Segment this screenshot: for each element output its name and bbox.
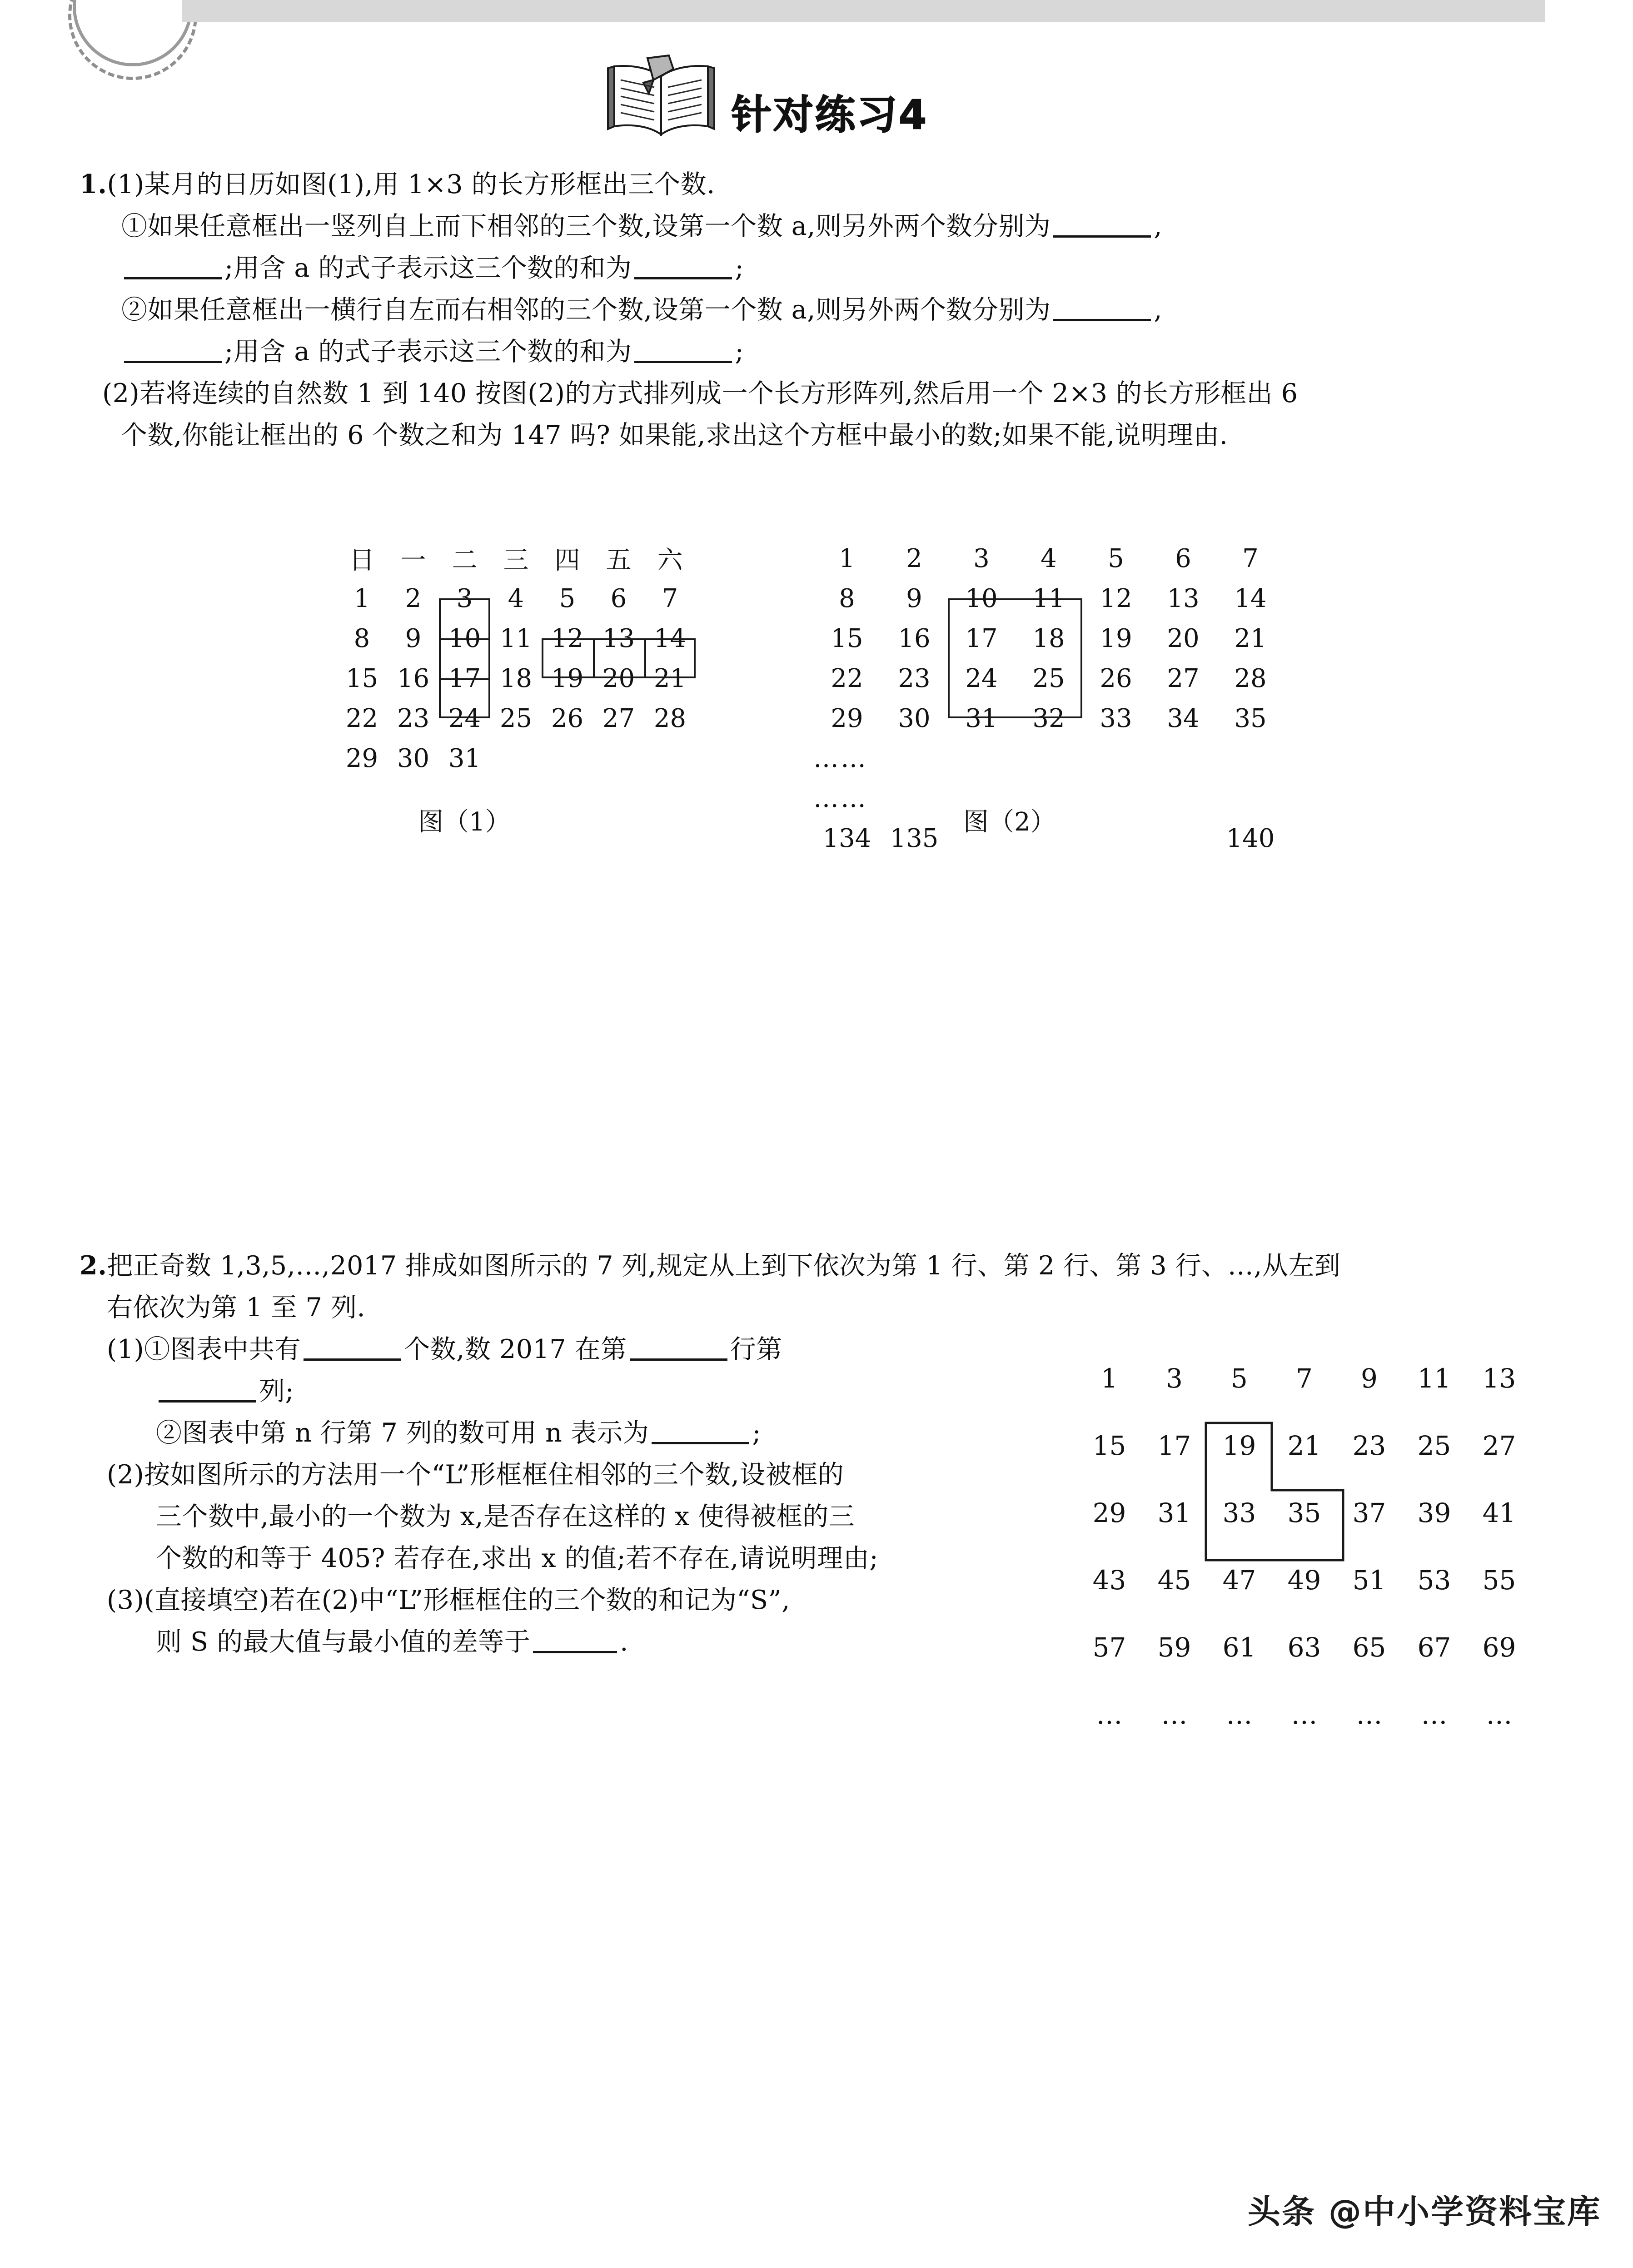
problem-2-line-5 [80,1412,1102,1454]
answer-blank[interactable] [1053,319,1151,321]
array-cell-boxed: 11 [1032,583,1065,613]
array-cell: 4 [1041,543,1057,573]
calendar-cell: 11 [499,623,533,653]
watermark-text: 头条 @中小学资料宝库 [1247,2193,1601,2231]
calendar-cell: 13 [602,623,635,653]
array-cell: 2 [906,543,922,573]
horizontal-frame-divider [644,638,646,678]
calendar-cell: 29 [345,743,378,773]
calendar-cell: 25 [499,703,533,733]
array-cell-boxed: 24 [965,663,998,693]
problem-1-line-4: ②如果任意框出一横行自左而右相邻的三个数,设第一个数 a,则另外两个数分别为 , [121,295,1162,325]
odd-cell: 19 [1222,1430,1256,1461]
problem-2-line-6 [80,1454,1102,1496]
odd-cell: 7 [1296,1363,1313,1394]
calendar-cell [593,738,644,778]
odd-cell: 69 [1482,1632,1516,1663]
calendar-cell: 3 [456,583,473,613]
odd-ellipsis-cell: … [1486,1699,1513,1730]
calendar-header-cell: 日 [349,546,375,575]
odd-cell: 51 [1352,1565,1386,1596]
answer-blank[interactable] [159,1400,256,1403]
odd-cell: 27 [1482,1430,1516,1461]
array-cell-empty [1082,778,1150,818]
array-cell-empty [1150,738,1217,778]
calendar-cell [644,738,696,778]
array-cell: 15 [831,623,863,653]
odd-cell: 63 [1287,1632,1321,1663]
calendar-cell-boxed: 24 [448,703,481,733]
array-cell: 34 [1167,703,1200,733]
odd-cell: 59 [1157,1632,1191,1663]
calendar-cell: 9 [405,623,422,653]
array-cell: 19 [1100,623,1132,653]
calendar-cell: 18 [499,663,533,693]
odd-cell: 57 [1092,1632,1126,1663]
odd-cell: 21 [1287,1430,1321,1461]
odd-cell-boxed: 47 [1222,1565,1256,1596]
figure-1-calendar [336,538,696,837]
problem-2-p2-line2: 三个数中,最小的一个数为 x,是否存在这样的 x 使得被框的三 [156,1502,855,1532]
array-cell: 21 [1234,623,1267,653]
figure-2-array [813,538,1284,858]
array-cell: 5 [1108,543,1124,573]
problem-2-p1-a: (1)①图表中共有 [107,1334,301,1364]
open-book-icon [604,55,718,139]
odd-cell: 13 [1482,1363,1516,1394]
problem-2-p3-line2: 则 S 的最大值与最小值的差等于 [156,1627,531,1657]
calendar-cell: 28 [653,703,687,733]
array-cell: 140 [1226,823,1275,853]
calendar-cell: 27 [602,703,635,733]
problem-1-item2-part2: ;用含 a 的式子表示这三个数的和为 [224,337,632,367]
answer-blank[interactable] [124,361,222,363]
problem-1-line-3: ;用含 a 的式子表示这三个数的和为 ; [80,247,1602,289]
problem-2-number: 2. [80,1250,107,1281]
array-cell: 26 [1100,663,1132,693]
problem-1-line-1 [80,164,1602,205]
page-header [604,55,928,139]
array-cell: 135 [890,823,939,853]
figure-1-caption: 图（1） [418,807,511,837]
calendar-cell: 16 [397,663,430,693]
calendar-header-cell: 六 [657,546,683,575]
calendar-cell: 15 [345,663,378,693]
array-cell: 14 [1234,583,1267,613]
array-cell: 27 [1167,663,1200,693]
calendar-cell: 14 [653,623,687,653]
array-cell: 33 [1100,703,1132,733]
problem-1-text [80,164,1602,456]
odd-ellipsis-cell: … [1161,1699,1188,1730]
odd-cell: 41 [1482,1497,1516,1528]
array-cell-empty [1150,778,1217,818]
answer-blank[interactable] [652,1442,749,1444]
array-cell: 16 [898,623,931,653]
array-cell-empty [1217,738,1284,778]
array-cell-boxed: 25 [1032,663,1065,693]
answer-blank[interactable] [634,361,732,363]
figure-2-caption: 图（2） [963,807,1056,837]
problem-1-part2-line1: (2)若将连续的自然数 1 到 140 按图(2)的方式排列成一个长方形阵列,然后用一个 2×3 的长方形框出 6 [102,378,1298,408]
problem-1-item2-part1: ②如果任意框出一横行自左而右相邻的三个数,设第一个数 a,则另外两个数分别为 [121,295,1051,325]
array-cell: 9 [906,583,922,613]
problem-2-p2-line3: 个数的和等于 405? 若存在,求出 x 的值;若不存在,请说明理由; [156,1543,879,1573]
calendar-cell: 1 [353,583,370,613]
calendar-header-cell: 五 [606,546,632,575]
page-title: 针对练习4 [732,91,929,138]
array-cell [1150,818,1217,858]
problem-2-p3-line1: (3)(直接填空)若在(2)中“L”形框框住的三个数的和记为“S”, [107,1585,790,1615]
odd-cell: 5 [1231,1363,1248,1394]
calendar-cell: 22 [345,703,378,733]
calendar-cell: 23 [397,703,430,733]
odd-cell: 25 [1417,1430,1451,1461]
array-cell-boxed: 10 [965,583,998,613]
answer-blank[interactable] [304,1358,401,1361]
problem-2-p2-line1: (2)按如图所示的方法用一个“L”形框框住相邻的三个数,设被框的 [107,1460,844,1490]
problem-2-line-1 [80,1245,1341,1287]
odd-ellipsis-cell: … [1291,1699,1318,1730]
odd-cell: 53 [1417,1565,1451,1596]
problem-1-item1-part1: ①如果任意框出一竖列自上而下相邻的三个数,设第一个数 a,则另外两个数分别为 [121,211,1051,241]
figure-3-odd-number-table [1077,1345,1532,1748]
array-cell: 28 [1234,663,1267,693]
odd-cell: 31 [1157,1497,1191,1528]
calendar-cell: 12 [551,623,584,653]
array-cell: 31 [965,703,998,733]
array-cell-boxed: 17 [965,623,998,653]
calendar-cell: 8 [353,623,370,653]
calendar-cell [490,738,542,778]
array-cell: 20 [1167,623,1200,653]
answer-blank[interactable] [634,277,732,279]
array-cell: 1 [839,543,855,573]
odd-cell: 65 [1352,1632,1386,1663]
problem-2-p1-c: 行第 [730,1334,782,1364]
problem-2-p1-semicolon: ; [752,1418,762,1448]
calendar-cell-boxed: 21 [653,663,687,693]
array-cell: 13 [1167,583,1200,613]
odd-cell: 45 [1157,1565,1191,1596]
odd-cell: 37 [1352,1497,1386,1528]
calendar-header-cell: 四 [554,546,580,575]
odd-ellipsis-cell: … [1226,1699,1253,1730]
problem-1-line-7 [80,414,1602,456]
problem-1-stem: (1)某月的日历如图(1),用 1×3 的长方形框出三个数. [107,169,715,199]
problem-2-line-2 [80,1287,1102,1328]
odd-cell: 1 [1101,1363,1118,1394]
array-cell: 29 [831,703,863,733]
array-cell-boxed: 18 [1032,623,1065,653]
odd-cell: 43 [1092,1565,1126,1596]
answer-blank[interactable] [124,277,222,279]
calendar-cell: 4 [508,583,524,613]
odd-cell: 55 [1482,1565,1516,1596]
array-cell: 32 [1032,703,1065,733]
calendar-cell: 5 [559,583,576,613]
odd-cell: 9 [1361,1363,1378,1394]
calendar-cell: 26 [551,703,584,733]
problem-2-stem-1: 把正奇数 1,3,5,…,2017 排成如图所示的 7 列,规定从上到下依次为第 1 行、第 2 行、第 3 行、…,从左到 [107,1251,1341,1281]
array-cell: 35 [1234,703,1267,733]
array-cell: 7 [1242,543,1259,573]
array-cell: 8 [839,583,855,613]
problem-2-p1-item2: ②图表中第 n 行第 7 列的数可用 n 表示为 [156,1418,649,1448]
problem-2-p1-b: 个数,数 2017 在第 [404,1334,627,1364]
odd-cell-boxed: 49 [1287,1565,1321,1596]
calendar-cell: 2 [405,583,422,613]
odd-cell: 67 [1417,1632,1451,1663]
calendar-cell-boxed: 17 [448,663,481,693]
calendar-header-cell: 二 [452,546,478,575]
array-cell-empty [1082,738,1150,778]
array-cell-empty [1015,738,1082,778]
odd-cell: 15 [1092,1430,1126,1461]
problem-1-line-6 [80,373,1602,414]
problem-2-line-4 [80,1370,1102,1412]
odd-cell: 61 [1222,1632,1256,1663]
array-cell: 3 [973,543,990,573]
array-cell-empty [948,738,1015,778]
odd-cell: 17 [1157,1430,1191,1461]
array-cell: 23 [898,663,931,693]
answer-blank[interactable] [533,1651,617,1653]
problem-1-item1-part2: ;用含 a 的式子表示这三个数的和为 [224,253,632,283]
problem-2-p1-d: 列; [259,1376,294,1406]
calendar-cell-boxed: 20 [602,663,635,693]
problem-1-number: 1. [80,169,107,199]
calendar-header-cell: 三 [503,546,529,575]
problem-1-part2-line2: 个数,你能让框出的 6 个数之和为 147 吗? 如果能,求出这个方框中最小的数;如果不能,说明理由. [121,420,1228,450]
problem-2-line-3 [80,1328,1102,1370]
problem-1-line-5: ;用含 a 的式子表示这三个数的和为 ; [80,331,1602,373]
answer-blank[interactable] [1053,235,1151,238]
array-cell [1082,818,1150,858]
array-cell: 134 [822,823,871,853]
answer-blank[interactable] [630,1358,727,1361]
odd-ellipsis-cell: … [1356,1699,1383,1730]
problem-2-line-10: 则 S 的最大值与最小值的差等于 . [156,1627,628,1657]
problem-2-line-8 [80,1537,1102,1579]
array-cell: 22 [831,663,863,693]
vertical-frame-divider [439,638,490,640]
odd-cell: 39 [1417,1497,1451,1528]
array-cell-empty [1217,778,1284,818]
odd-cell: 23 [1352,1430,1386,1461]
odd-grid [1077,1345,1532,1748]
odd-cell: 11 [1417,1363,1451,1394]
top-gray-band [182,0,1545,22]
array-cell: 12 [1100,583,1132,613]
problem-2-line-9 [80,1579,1102,1621]
calendar-cell-boxed: 19 [551,663,584,693]
array-ellipsis-row: …… [813,743,868,773]
array-ellipsis-row: …… [813,783,868,813]
array-cell: 30 [898,703,931,733]
calendar-cell: 31 [448,743,481,773]
calendar-cell: 7 [662,583,678,613]
odd-cell: 3 [1166,1363,1183,1394]
calendar-header-cell: 一 [400,546,426,575]
odd-ellipsis-cell: … [1421,1699,1448,1730]
horizontal-frame-divider [593,638,595,678]
calendar-cell: 6 [610,583,627,613]
odd-cell-boxed: 33 [1222,1497,1256,1528]
problem-2-stem-2: 右依次为第 1 至 7 列. [107,1293,366,1323]
calendar-cell [542,738,593,778]
array-cell: 6 [1175,543,1191,573]
vertical-frame-divider [439,678,490,680]
calendar-grid [336,538,696,778]
calendar-cell: 30 [397,743,430,773]
odd-cell: 29 [1092,1497,1126,1528]
problem-2-line-7 [80,1496,1102,1537]
odd-ellipsis-cell: … [1096,1699,1123,1730]
problem-1-line-2: ①如果任意框出一竖列自上而下相邻的三个数,设第一个数 a,则另外两个数分别为 , [121,211,1162,241]
odd-cell: 35 [1287,1497,1321,1528]
calendar-cell-boxed: 10 [448,623,481,653]
